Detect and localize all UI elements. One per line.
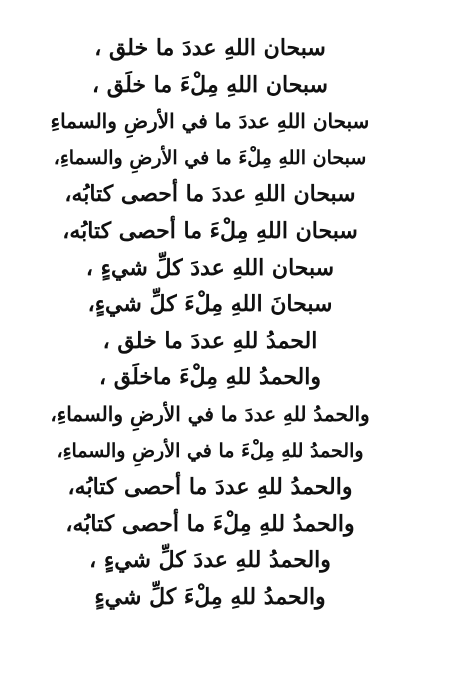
verse-line: سبحانَ اللهِ مِلْءَ كلِّ شيءٍ، — [87, 291, 333, 318]
verse-line: سبحان اللهِ عددَ كلِّ شيءٍ ، — [85, 254, 335, 281]
verse-line: والحمدُ للهِ مِلْءَ ما أحصى كتابُه، — [65, 510, 355, 537]
verse-line: والحمدُ للهِ مِلْءَ كلِّ شيءٍ — [94, 583, 326, 610]
verse-line: سبحان اللهِ عددَ ما في الأرضِ والسماءِ — [50, 109, 370, 134]
verse-line: والحمدُ للهِ عددَ ما أحصى كتابُه، — [67, 474, 353, 501]
verse-line: والحمدُ للهِ مِلْءَ ما في الأرضِ والسماءِ، — [56, 439, 364, 462]
verse-line: سبحان اللهِ مِلْءَ ما خلَق ، — [92, 71, 328, 98]
verse-line: والحمدُ للهِ عددَ ما في الأرضِ والسماءِ، — [50, 401, 370, 426]
verse-line: الحمدُ للهِ عددَ ما خلق ، — [102, 327, 318, 354]
verse-line: والحمدُ للهِ مِلْءَ ماخلَق ، — [99, 364, 321, 391]
verse-line: والحمدُ للهِ عددَ كلِّ شيءٍ ، — [89, 547, 331, 574]
verse-line: سبحان اللهِ عددَ ما أحصى كتابُه، — [64, 181, 356, 208]
dhikr-text-block — [50, 30, 370, 616]
verse-line: سبحان اللهِ عددَ ما خلق ، — [94, 35, 326, 61]
verse-line: سبحان اللهِ مِلْءَ ما أحصى كتابُه، — [62, 217, 358, 244]
verse-line: سبحان اللهِ مِلْءَ ما في الأرضِ والسماءِ، — [53, 146, 367, 169]
